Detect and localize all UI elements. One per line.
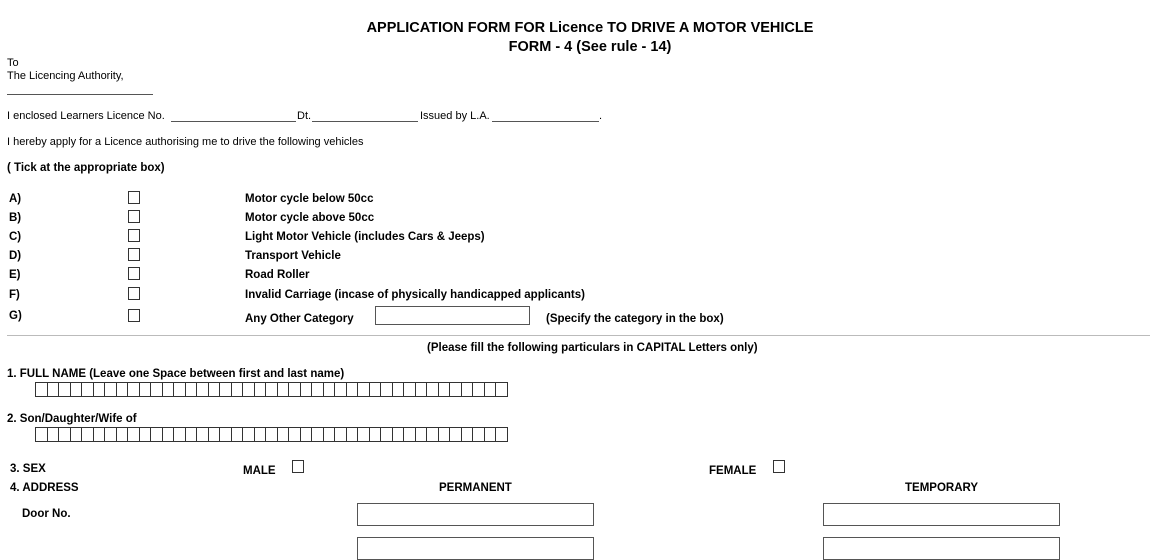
issued-by-label: Issued by L.A. bbox=[420, 110, 490, 122]
issued-by-line[interactable] bbox=[492, 121, 599, 122]
permanent-next-input[interactable] bbox=[357, 537, 594, 560]
vehicle-checkbox-e[interactable] bbox=[128, 267, 140, 280]
female-label: FEMALE bbox=[709, 465, 757, 477]
address-label: 4. ADDRESS bbox=[10, 482, 79, 494]
vehicle-label-c: Light Motor Vehicle (includes Cars & Jeeps) bbox=[245, 231, 485, 243]
vehicle-checkbox-f[interactable] bbox=[128, 287, 140, 300]
vehicle-checkbox-a[interactable] bbox=[128, 191, 140, 204]
vehicle-checkbox-c[interactable] bbox=[128, 229, 140, 242]
apply-text: I hereby apply for a Licence authorising me to drive the following vehicles bbox=[7, 136, 364, 148]
vehicle-letter-f: F) bbox=[9, 289, 20, 301]
vehicle-label-d: Transport Vehicle bbox=[245, 250, 341, 262]
male-checkbox[interactable] bbox=[292, 460, 304, 473]
authority-label: The Licencing Authority, bbox=[7, 70, 124, 82]
form-subtitle: FORM - 4 (See rule - 14) bbox=[508, 39, 672, 55]
vehicle-label-b: Motor cycle above 50cc bbox=[245, 212, 375, 224]
enclosed-end: . bbox=[599, 110, 603, 122]
permanent-heading: PERMANENT bbox=[439, 482, 512, 494]
vehicle-checkbox-g[interactable] bbox=[128, 309, 140, 322]
vehicle-letter-c: C) bbox=[9, 231, 22, 243]
relation-label: 2. Son/Daughter/Wife of bbox=[7, 413, 137, 425]
enclosed-prefix: I enclosed Learners Licence No. bbox=[7, 110, 165, 122]
male-label: MALE bbox=[243, 465, 276, 477]
vehicle-letter-g: G) bbox=[9, 310, 22, 322]
authority-line bbox=[7, 94, 153, 95]
vehicle-checkbox-b[interactable] bbox=[128, 210, 140, 223]
dt-label: Dt. bbox=[297, 110, 312, 122]
door-no-label: Door No. bbox=[22, 508, 71, 520]
vehicle-letter-d: D) bbox=[9, 250, 22, 262]
licence-no-line[interactable] bbox=[171, 121, 296, 122]
vehicle-label-f: Invalid Carriage (incase of physically handicapped applicants) bbox=[245, 289, 585, 301]
full-name-label: 1. FULL NAME (Leave one Space between first and last name) bbox=[7, 368, 345, 380]
form-title: APPLICATION FORM FOR Licence TO DRIVE A MOTOR VEHICLE bbox=[366, 20, 814, 36]
tick-instruction: ( Tick at the appropriate box) bbox=[7, 162, 165, 174]
full-name-cells[interactable] bbox=[35, 382, 508, 397]
vehicle-label-a: Motor cycle below 50cc bbox=[245, 193, 374, 205]
other-category-hint: (Specify the category in the box) bbox=[546, 313, 724, 325]
temporary-next-input[interactable] bbox=[823, 537, 1060, 560]
permanent-door-input[interactable] bbox=[357, 503, 594, 526]
date-line[interactable] bbox=[312, 121, 418, 122]
vehicle-letter-e: E) bbox=[9, 269, 21, 281]
capital-note: (Please fill the following particulars in CAPITAL Letters only) bbox=[427, 342, 758, 354]
temporary-door-input[interactable] bbox=[823, 503, 1060, 526]
section-divider bbox=[7, 335, 1150, 336]
vehicle-letter-b: B) bbox=[9, 212, 22, 224]
other-category-input[interactable] bbox=[375, 306, 530, 325]
female-checkbox[interactable] bbox=[773, 460, 785, 473]
to-label: To bbox=[7, 57, 19, 69]
relation-cells[interactable] bbox=[35, 427, 508, 442]
sex-label: 3. SEX bbox=[10, 463, 46, 475]
vehicle-checkbox-d[interactable] bbox=[128, 248, 140, 261]
temporary-heading: TEMPORARY bbox=[905, 482, 979, 494]
vehicle-letter-a: A) bbox=[9, 193, 22, 205]
vehicle-label-g: Any Other Category bbox=[245, 313, 354, 325]
vehicle-label-e: Road Roller bbox=[245, 269, 310, 281]
